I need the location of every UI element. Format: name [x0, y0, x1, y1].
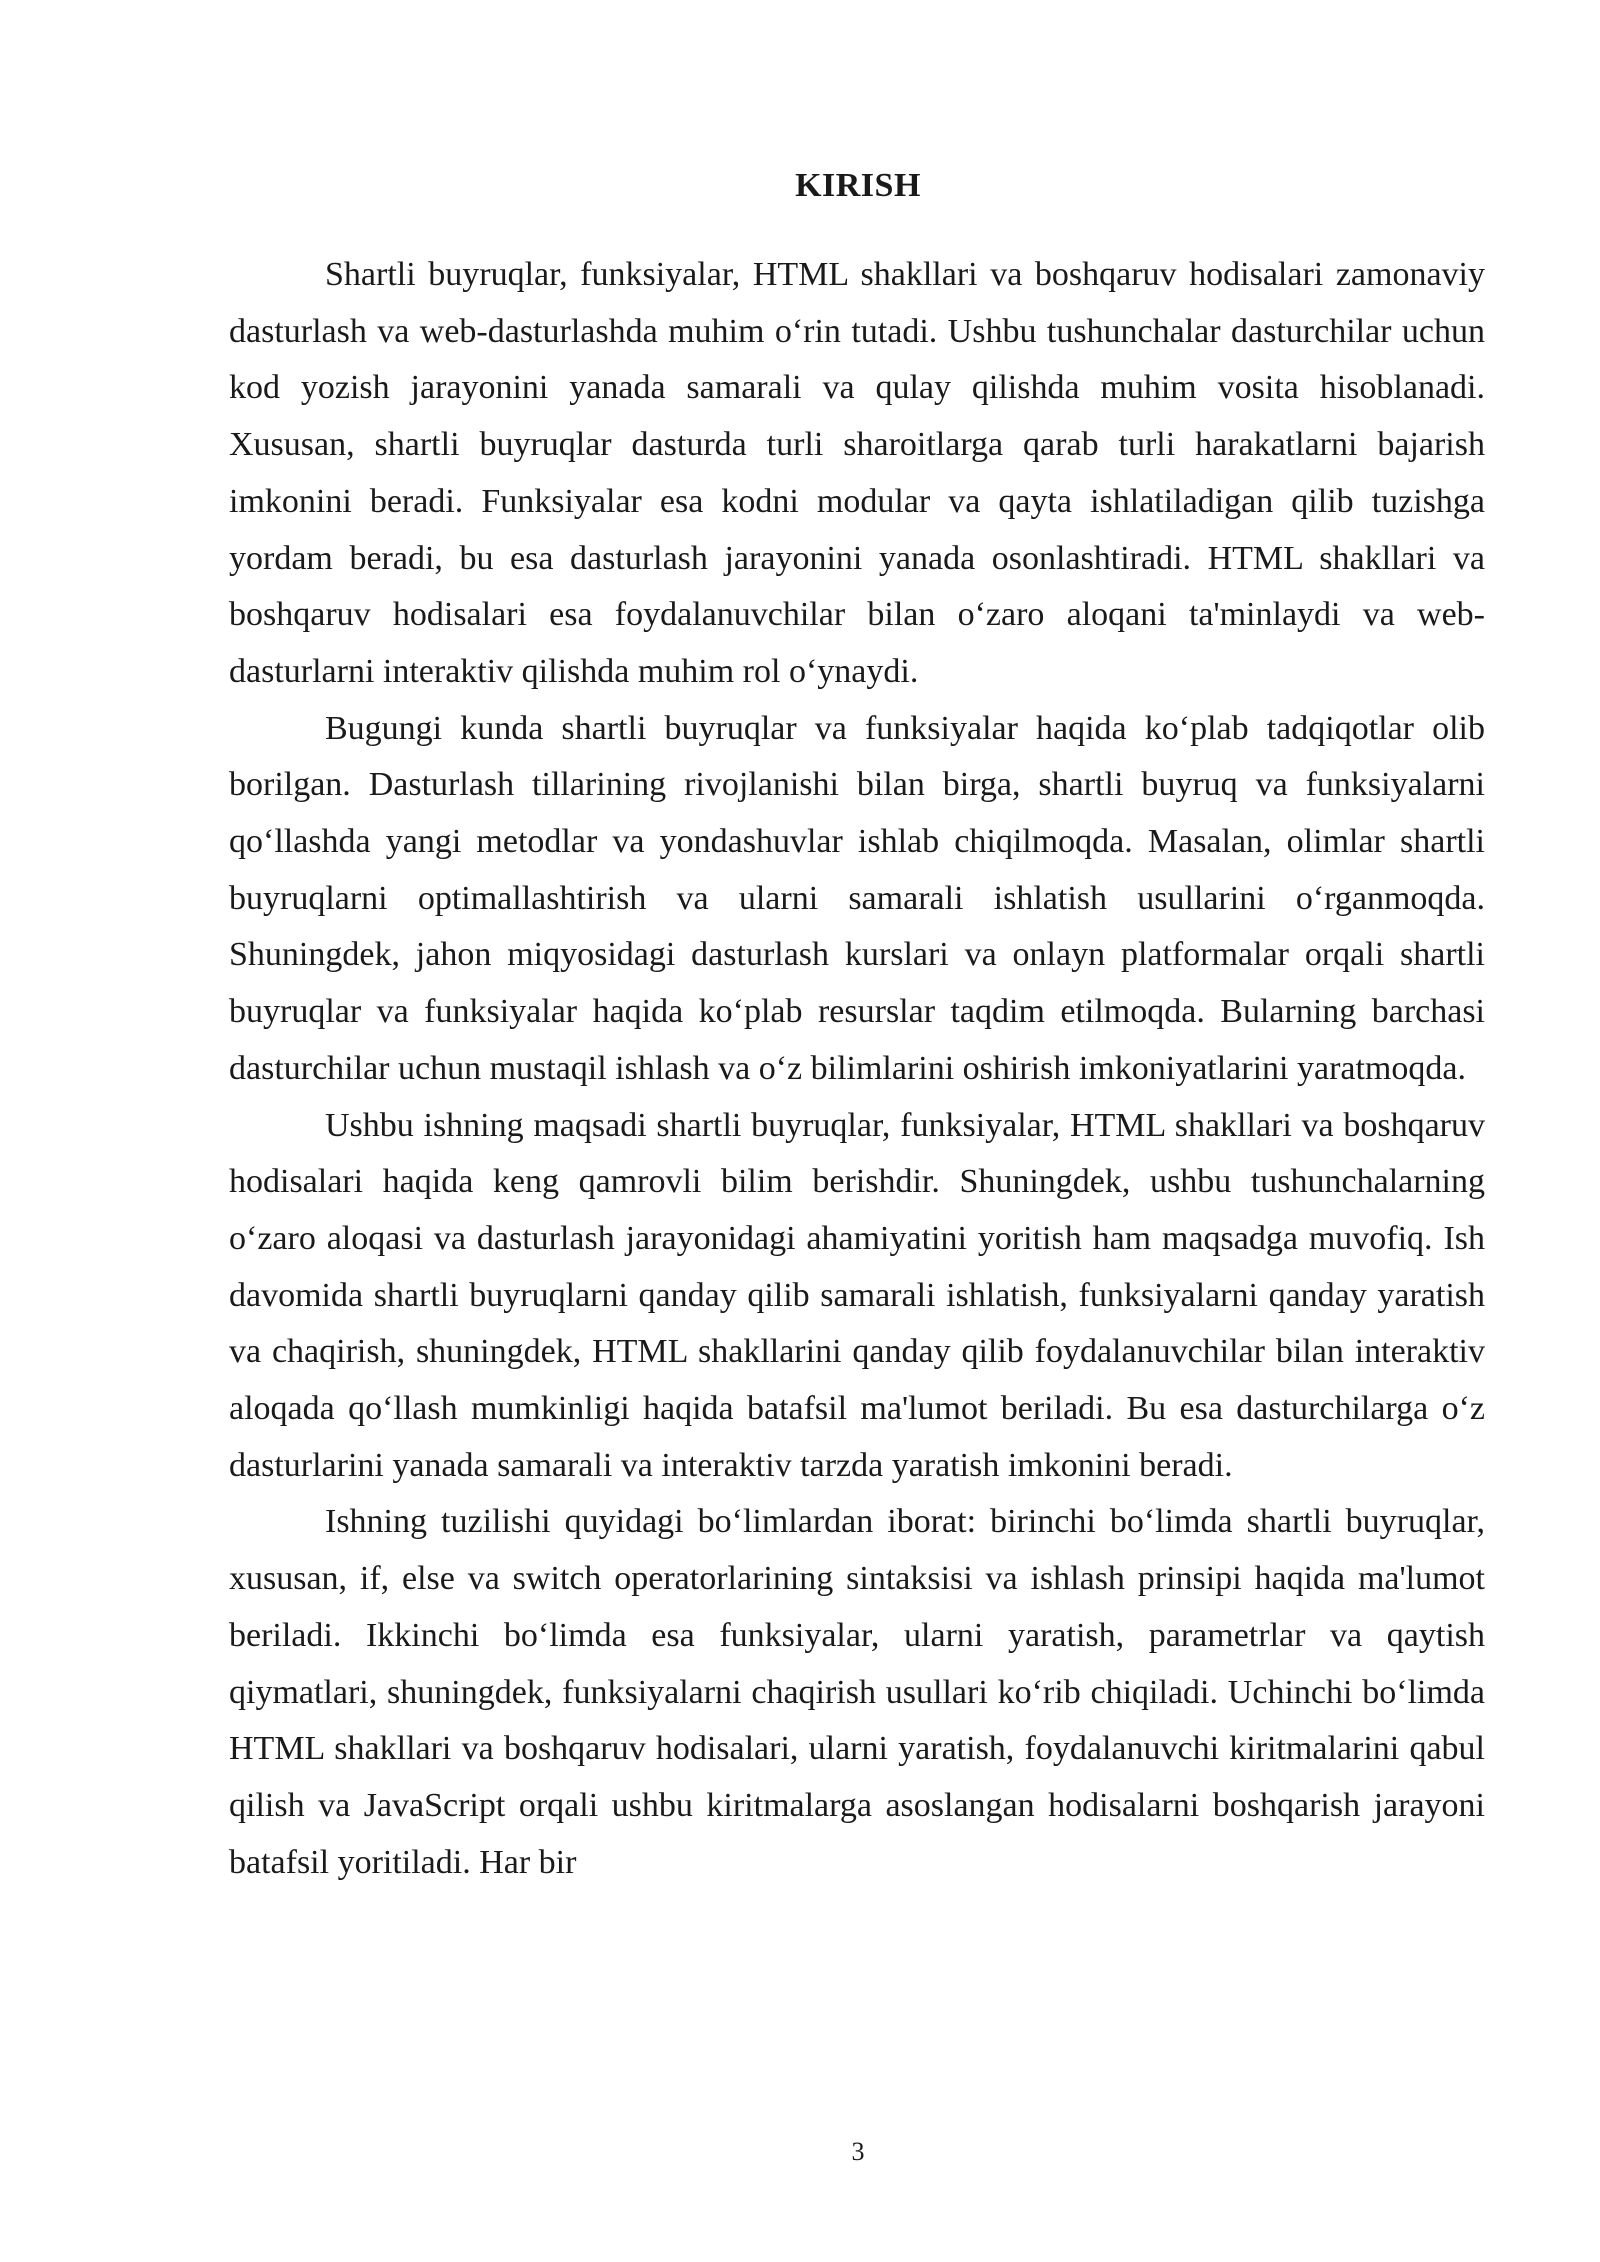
paragraph-1: Shartli buyruqlar, funksiyalar, HTML shakllari va boshqaruv hodisalari zamonaviy dasturlash va web-dasturlashda muhim o‘rin tutadi. Ushbu tushunchalar dasturchilar uchun kod yozish jarayonini yanada samarali va qulay qilishda muhim vosita hisoblanadi. Xususan, shartli buyruqlar dasturda turli sharoitlarga qarab turli harakatlarni bajarish imkonini beradi. Funksiyalar esa kodni modular va qayta ishlatiladigan qilib tuzishga yordam beradi, bu esa dasturlash jarayonini yanada osonlashtiradi. HTML shakllari va boshqaruv hodisalari esa foydalanuvchilar bilan o‘zaro aloqani ta'minlaydi va web-dasturlarni interaktiv qilishda muhim rol o‘ynaydi.: [229, 256, 1485, 690]
paragraph-2: Bugungi kunda shartli buyruqlar va funksiyalar haqida ko‘plab tadqiqotlar olib borilgan. Dasturlash tillarining rivojlanishi bilan birga, shartli buyruq va funksiyalarni qo‘llashda yangi metodlar va yondashuvlar ishlab chiqilmoqda. Masalan, olimlar shartli buyruqlarni optimallashtirish va ularni samarali ishlatish usullarini o‘rganmoqda. Shuningdek, jahon miqyosidagi dasturlash kurslari va onlayn platformalar orqali shartli buyruqlar va funksiyalar haqida ko‘plab resurslar taqdim etilmoqda. Bularning barchasi dasturchilar uchun mustaqil ishlash va o‘z bilimlarini oshirish imkoniyatlarini yaratmoqda.: [229, 709, 1485, 1087]
paragraph-3: Ushbu ishning maqsadi shartli buyruqlar, funksiyalar, HTML shakllari va boshqaruv hodisalari haqida keng qamrovli bilim berishdir. Shuningdek, ushbu tushunchalarning o‘zaro aloqasi va dasturlash jarayonidagi ahamiyatini yoritish ham maqsadga muvofiq. Ish davomida shartli buyruqlarni qanday qilib samarali ishlatish, funksiyalarni qanday yaratish va chaqirish, shuningdek, HTML shakllarini qanday qilib foydalanuvchilar bilan interaktiv aloqada qo‘llash mumkinligi haqida batafsil ma'lumot beriladi. Bu esa dasturchilarga o‘z dasturlarini yanada samarali va interaktiv tarzda yaratish imkonini beradi.: [229, 1106, 1485, 1484]
body-text: [229, 247, 1485, 1891]
page-title: KIRISH: [795, 167, 921, 204]
paragraph-4: Ishning tuzilishi quyidagi bo‘limlardan iborat: birinchi bo‘limda shartli buyruqlar, xususan, if, else va switch operatorlarining sintaksisi va ishlash prinsipi haqida ma'lumot beriladi. Ikkinchi bo‘limda esa funksiyalar, ularni yaratish, parametrlar va qaytish qiymatlari, shuningdek, funksiyalarni chaqirish usullari ko‘rib chiqiladi. Uchinchi bo‘limda HTML shakllari va boshqaruv hodisalari, ularni yaratish, foydalanuvchi kiritmalarini qabul qilish va JavaScript orqali ushbu kiritmalarga asoslangan hodisalarni boshqarish jarayoni batafsil yoritiladi. Har bir: [229, 1503, 1485, 1881]
page-number: 3: [851, 2137, 865, 2166]
